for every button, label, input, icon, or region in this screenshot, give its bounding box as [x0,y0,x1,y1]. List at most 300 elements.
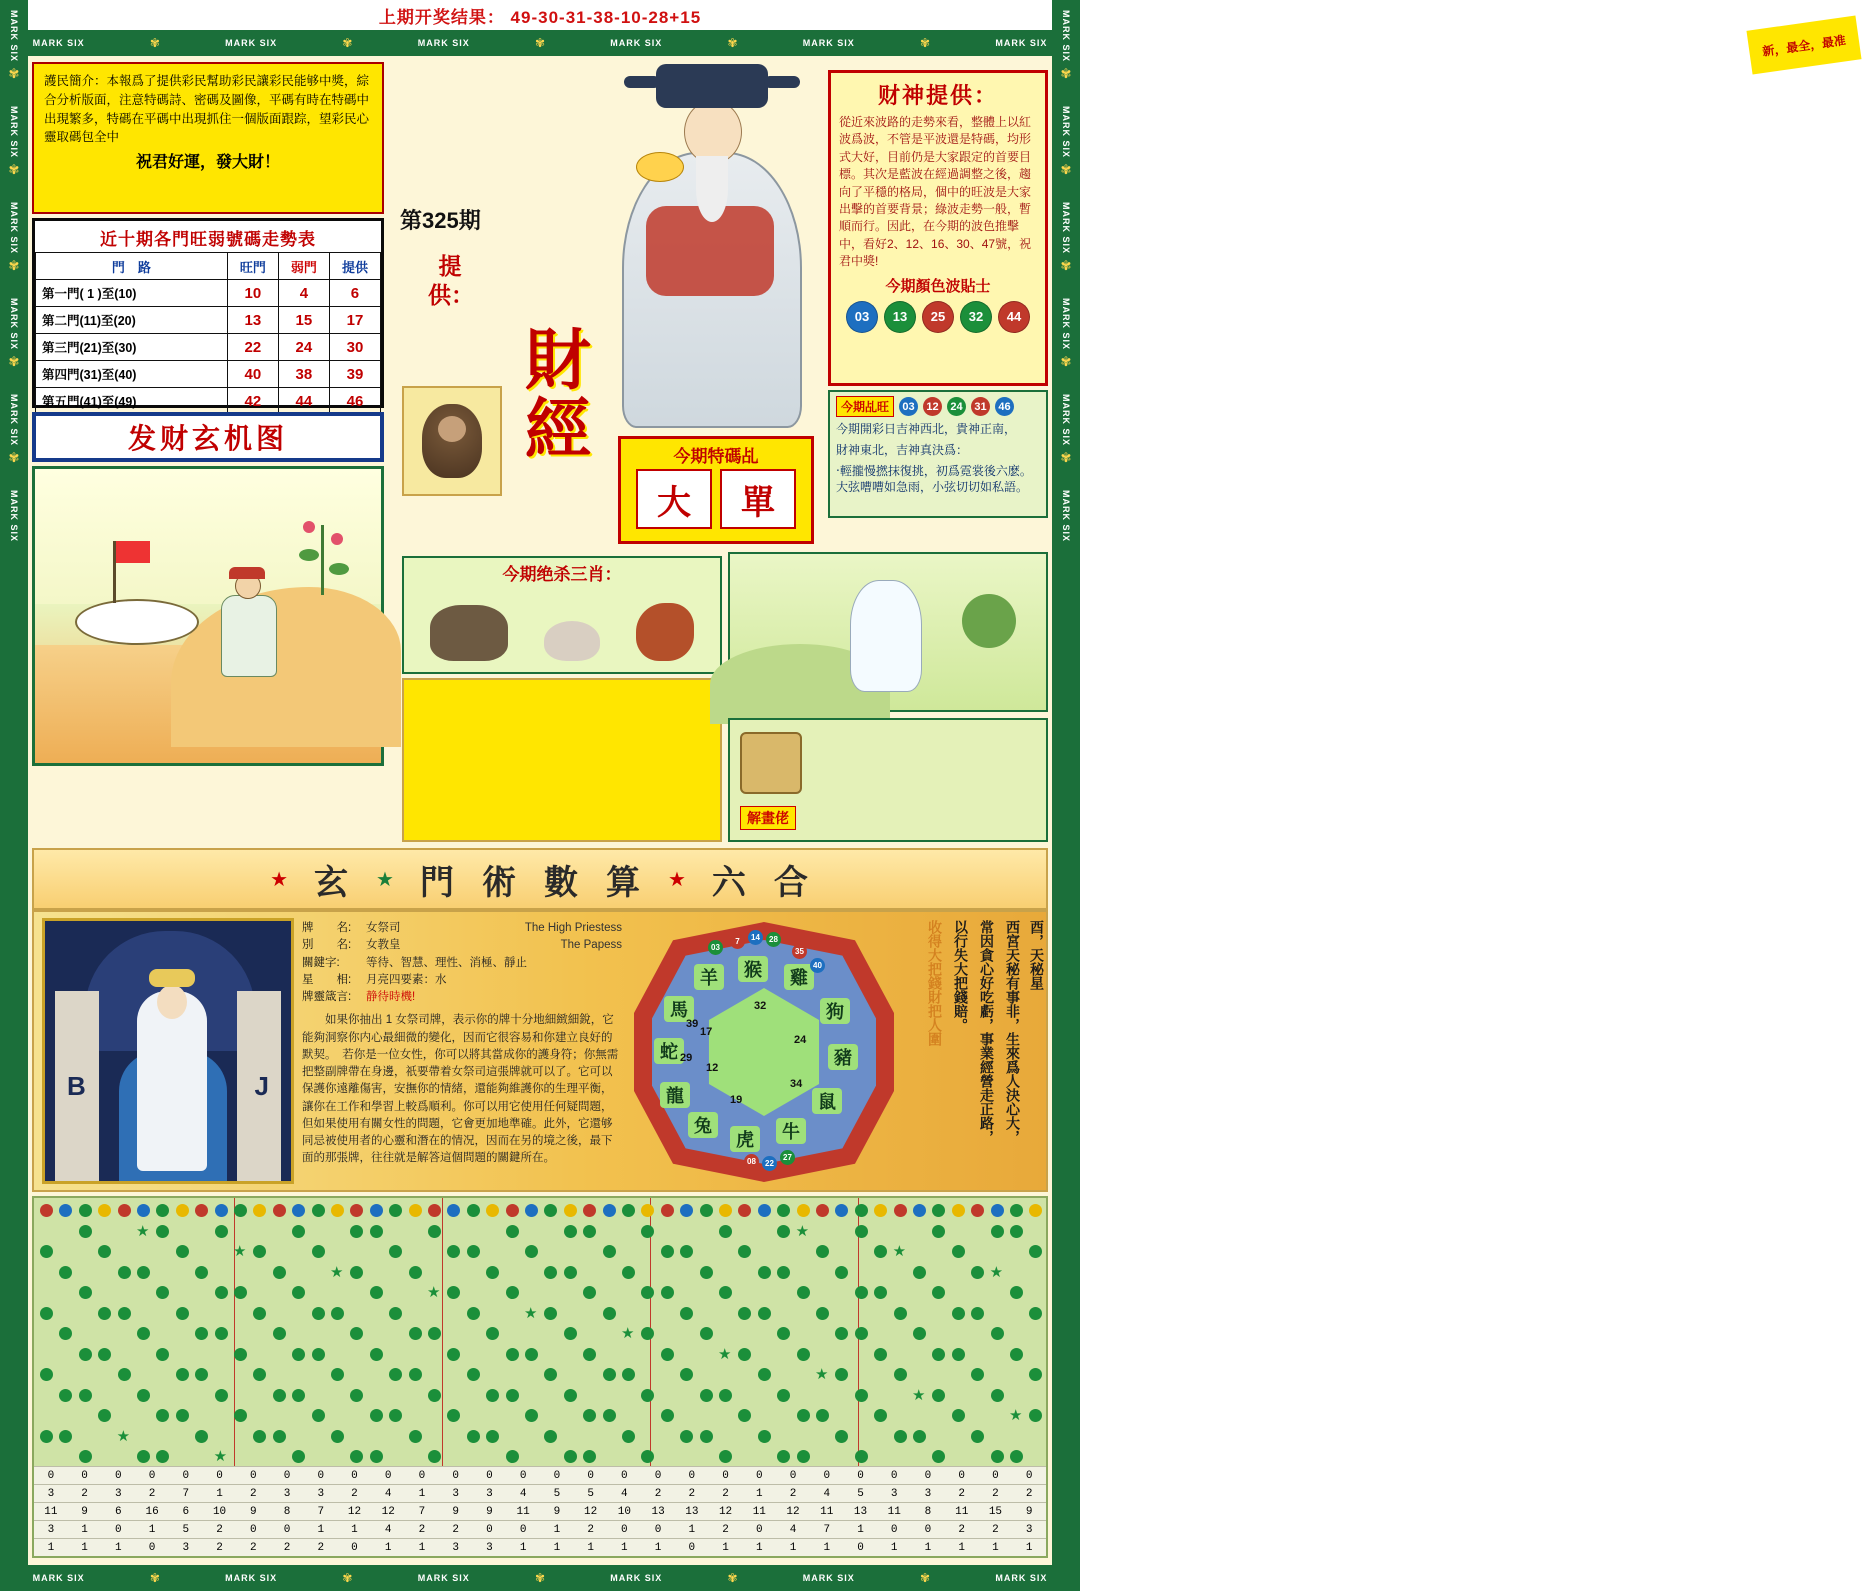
grid-number-cell: 11 [887,1505,901,1518]
trend-table-panel [32,218,384,408]
grid-number-cell: 0 [924,1469,932,1482]
star-icon: ★ [376,868,394,891]
grid-dot [835,1327,848,1340]
cell-tigong: 30 [329,334,380,361]
grid-dot [389,1409,402,1422]
grid-dot [816,1245,829,1258]
grid-dot [835,1368,848,1381]
grid-dot [389,1307,402,1320]
flower-icon: ✾ [149,36,160,50]
grid-dot [777,1389,790,1402]
grid-number-cell: 0 [755,1523,763,1536]
cell-tigong: 17 [329,307,380,334]
wheel-ball: 08 [744,1154,759,1169]
grid-dot [855,1286,868,1299]
grid-dot [331,1368,344,1381]
grid-dot [952,1245,965,1258]
brand-mark: MARK SIX [610,38,663,48]
grid-number-cell: 7 [418,1505,426,1518]
grid-number-cell: 6 [115,1505,122,1518]
grid-number-cell: 9 [1025,1505,1033,1518]
wheel-ball: 03 [708,940,723,955]
grid-number-cell: 16 [145,1505,159,1518]
grid-dot [583,1204,596,1217]
grid-dot [991,1389,1004,1402]
zodiac-cell: 虎 [730,1126,760,1152]
grid-dot [253,1204,266,1217]
grid-dot [564,1204,577,1217]
grid-dot [758,1368,771,1381]
grid-number-cell: 9 [486,1505,493,1518]
vtext-col-3: 常因貪心好吃虧，事業經營走正路， [979,920,995,1144]
grid-dot [894,1430,907,1443]
wheel-number: 32 [754,1000,767,1012]
xuanmen-char: 六 [711,863,748,902]
grid-number-cell: 10 [212,1505,227,1518]
star-icon: ★ [667,868,686,891]
xuanmen-char: 門 [419,863,456,902]
grid-dot [971,1368,984,1381]
page-title: 上期开奖结果： 49-30-31-38-10-28+15 [0,0,1080,30]
grid-number-cell: 0 [654,1523,662,1536]
grid-dot [40,1204,53,1217]
grid-dot [273,1389,286,1402]
grid-dot [79,1204,92,1217]
grid-star-icon: ★ [1009,1407,1023,1424]
grid-star-icon: ★ [912,1386,926,1404]
grid-dot [603,1245,616,1258]
cell-ruo: 4 [278,280,329,307]
tarot-key: 牌 名: [302,922,352,934]
grid-dot [738,1204,751,1217]
grid-number-cell: 2 [958,1523,965,1536]
grid-dot [156,1450,169,1463]
god-of-wealth-illustration [592,56,828,430]
grid-dot [661,1409,674,1422]
right-brand-rail [1052,0,1080,1591]
pillar-letter-b: B [67,1071,86,1101]
flower-icon: ✾ [920,36,931,50]
grid-dot [79,1389,92,1402]
brand-mark: MARK SIX [1061,10,1071,63]
grid-dot [195,1430,208,1443]
grid-number-cell: 0 [688,1541,696,1554]
grid-dot [641,1450,654,1463]
brand-mark: MARK SIX [32,1573,85,1583]
grid-star-icon: ★ [330,1263,344,1281]
top-brand-bar [0,30,1080,56]
vertical-fortune-text [906,920,1050,1186]
grid-dot [932,1204,945,1217]
tema-title: 今期特碼乩 [673,447,759,466]
zodiac-cell: 雞 [784,964,814,990]
grid-dot [137,1450,150,1463]
grid-number-cell: 13 [853,1505,868,1518]
grid-number-cell: 2 [1025,1487,1033,1500]
flower-icon: ✾ [920,1571,931,1585]
grid-number-cell: 11 [955,1505,969,1518]
brand-mark: MARK SIX [1061,394,1071,447]
grid-dot [525,1204,538,1217]
wheel-number: 19 [730,1094,743,1106]
grid-dot [719,1286,732,1299]
grid-dot [525,1348,538,1361]
grid-number-cell: 0 [216,1469,223,1482]
grid-number-cell: 0 [115,1523,122,1536]
grid-number-cell: 3 [486,1541,493,1554]
vtext-col-4: 以行失大把錢賠。 [953,920,969,1032]
brand-mark: MARK SIX [1061,202,1071,255]
grid-number-cell: 1 [384,1541,392,1554]
cell-wang: 42 [227,388,278,415]
vtext-col-5: 收得大把錢財把人圍 [927,920,943,1046]
grid-dot [486,1430,499,1443]
grid-dot [409,1368,422,1381]
caishen-sub-title: 今期顏色波貼士 [885,277,991,295]
row-label: 第一門( 1 )至(10) [36,280,228,307]
grid-number-cell: 0 [823,1469,831,1482]
grid-dot [564,1266,577,1279]
xuanmen-char: 數 [543,863,580,902]
grid-dot [952,1307,965,1320]
grid-number-cell: 1 [418,1541,426,1554]
grid-dot [486,1327,499,1340]
grid-number-cell: 2 [216,1541,223,1554]
lottery-ball: 12 [923,397,942,416]
caijing-char-1: 財 [525,323,591,397]
grid-dot [700,1204,713,1217]
grid-dot [797,1286,810,1299]
scroll-icon [740,732,802,794]
grid-number-cell: 1 [654,1541,662,1554]
brand-mark: MARK SIX [417,1573,470,1583]
main-illustration [32,466,384,766]
grid-number-cell: 0 [115,1469,122,1482]
grid-number-cell: 0 [924,1523,932,1536]
row-label: 第二門(11)至(20) [36,307,228,334]
grid-dot [758,1307,771,1320]
grid-dot [661,1348,674,1361]
grid-dot [583,1286,596,1299]
grid-number-cell: 2 [418,1523,426,1536]
tarot-card-image [42,918,294,1184]
grid-dot [797,1348,810,1361]
trend-title: 近十期各門旺弱號碼走勢表 [100,230,316,249]
grid-dot [894,1204,907,1217]
grid-number-cell: 0 [47,1469,55,1482]
grid-dot [971,1430,984,1443]
tarot-description [302,920,622,1186]
flower-icon: ✾ [1060,258,1072,274]
grid-dot [874,1348,887,1361]
grid-number-cell: 0 [418,1469,426,1482]
grid-dot [874,1204,887,1217]
tema-cell-1: 大 [636,469,712,529]
grid-dot [98,1204,111,1217]
grid-dot [719,1225,732,1238]
grid-dot [777,1450,790,1463]
vtext-col-1: 酉，天秘星 [1029,920,1045,990]
tarot-value-en: The Papess [560,939,622,952]
cell-tigong: 6 [329,280,380,307]
grid-dot [680,1245,693,1258]
grid-number-row [34,1502,1046,1520]
jiwang-line-1: 今期開彩日吉神西北，貴神正南， [836,422,1017,436]
flower-icon: ✾ [8,450,20,466]
zodiac-cell: 牛 [776,1118,806,1144]
fortune-banner-label: 发财玄机图 [127,423,288,454]
grid-dot [215,1286,228,1299]
grid-dot [176,1204,189,1217]
grid-number-row [34,1466,1046,1484]
grid-number-cell: 15 [988,1505,1003,1518]
flower-icon: ✾ [342,36,353,50]
grid-dot [428,1204,441,1217]
grid-dot [564,1389,577,1402]
grid-dot [874,1245,887,1258]
hill-shape [171,587,401,747]
grid-number-cell: 0 [587,1469,594,1482]
grid-dot [467,1307,480,1320]
grid-dot [544,1307,557,1320]
grid-number-cell: 2 [452,1523,459,1536]
grid-star-icon: ★ [621,1325,635,1342]
flower-icon: ✾ [534,1571,546,1585]
star-icon: ★ [270,868,289,891]
grid-dot [312,1307,325,1320]
grid-number-cell: 3 [890,1487,898,1500]
cell-tigong: 46 [329,388,380,415]
grid-number-cell: 0 [1025,1469,1033,1482]
grid-dot [215,1204,228,1217]
grid-dot [234,1286,247,1299]
flower-icon: ✾ [727,1571,738,1585]
grid-star-icon: ★ [989,1263,1004,1281]
grid-dot [273,1204,286,1217]
grid-dot [719,1450,732,1463]
grid-dot [855,1389,868,1402]
lottery-ball: 44 [998,301,1030,333]
table-row [36,388,381,415]
lottery-ball: 03 [899,397,918,416]
grid-dot [59,1204,72,1217]
grid-dot [544,1430,557,1443]
grid-number-cell: 3 [924,1487,932,1500]
grid-number-cell: 0 [553,1469,561,1482]
grid-dot [409,1327,422,1340]
intro-box [32,62,384,214]
grid-dot [195,1204,208,1217]
grid-number-cell: 13 [651,1505,665,1518]
grid-dot [1029,1204,1042,1217]
wheel-number: 24 [794,1034,807,1046]
tarot-body-text: 如果你抽出 1 女祭司牌，表示你的牌十分地細緻細銳，它能夠洞察你内心最細微的變化，因而它很容易和你建立良好的默契。 若你是一位女性，你可以將其當成你的護身符；你無需把整副牌帶在身邊，祇要帶着女祭司這張牌就可以了。它可以保護你遠離傷害，安撫你的情緒，還能夠維護你的生理平衡，讓你在工作和學習上較爲順利。你可以用它使用任何疑問題，但如果使用有關女性的問題，它會更加地準確。此外，它還够同忌被使用者的心靈和潛在的情况，因而在另的境之後，最下面的那張牌，往往就是解答這個問題的關鍵所在。 [302,1014,619,1165]
grid-number-cell: 1 [992,1541,999,1554]
newest-badge: 新，最全，最准 [1746,16,1861,75]
grid-dot [409,1430,422,1443]
grid-number-cell: 1 [47,1541,55,1554]
grid-number-cell: 4 [621,1487,628,1500]
grid-dot [855,1327,868,1340]
grid-dot [447,1286,460,1299]
grid-number-cell: 1 [148,1523,156,1536]
grid-dot [409,1204,422,1217]
grid-number-cell: 2 [688,1487,696,1500]
grid-number-cell: 0 [351,1541,358,1554]
tarot-key: 星 相: [302,973,352,986]
grid-dot [486,1204,499,1217]
grid-number-cell: 1 [890,1541,898,1554]
grid-dot [118,1307,131,1320]
zodiac-wheel [634,922,894,1182]
grid-number-cell: 2 [722,1487,729,1500]
grid-dot [913,1327,926,1340]
tarot-value: 静待時機! [366,991,416,1003]
grid-dot [98,1245,111,1258]
table-header-row [36,253,381,280]
grid-dot [777,1204,790,1217]
grid-number-cell: 11 [820,1505,834,1518]
grid-dot [641,1286,654,1299]
bottom-brand-bar [0,1565,1080,1591]
grid-dot [991,1204,1004,1217]
grid-dot [932,1389,945,1402]
grid-dot [467,1204,480,1217]
grid-number-cell: 2 [992,1487,999,1500]
grid-dot [137,1266,150,1279]
grid-dot [603,1368,616,1381]
grid-dot [777,1266,790,1279]
grid-number-cell: 12 [786,1505,800,1518]
grid-dot [506,1389,519,1402]
grid-dot [428,1450,441,1463]
grid-number-cell: 4 [384,1523,392,1536]
xuanmen-char: 合 [773,863,810,902]
intro-wish: 祝君好運，發大財！ [135,154,280,171]
grid-star-icon: ★ [233,1243,247,1260]
grid-number-cell: 1 [1025,1541,1033,1554]
brand-mark: MARK SIX [225,1573,278,1583]
row-label: 第四門(31)至(40) [36,361,228,388]
grid-dot [913,1266,926,1279]
grid-dot [894,1368,907,1381]
zodiac-cell: 鼠 [812,1088,842,1114]
grid-dot [680,1430,693,1443]
tema-panel [618,436,814,544]
grid-number-cell: 0 [857,1541,864,1554]
grid-dot [428,1327,441,1340]
grid-number-cell: 1 [587,1541,594,1554]
col-door: 門 路 [36,253,228,280]
grid-number-cell: 0 [857,1469,864,1482]
grid-dot [59,1266,72,1279]
flag-icon [116,541,150,563]
zodiac-cell: 馬 [664,996,694,1022]
grid-number-cell: 9 [249,1505,257,1518]
grid-dot [447,1204,460,1217]
wheel-ball: 22 [762,1156,777,1171]
grid-dot [292,1204,305,1217]
grid-dot [215,1389,228,1402]
grid-number-cell: 0 [890,1523,898,1536]
grid-number-cell: 2 [317,1541,325,1554]
brand-mark: MARK SIX [802,1573,855,1583]
grid-dot [273,1327,286,1340]
tarot-value: 等待、智慧、理性、消極、靜止 [366,956,527,969]
lottery-ball: 24 [947,397,966,416]
grid-dot [738,1348,751,1361]
grid-number-cell: 0 [688,1469,696,1482]
grid-number-cell: 7 [182,1487,190,1500]
grid-number-cell: 5 [182,1523,190,1536]
grid-number-cell: 1 [216,1487,223,1500]
grid-dot [894,1307,907,1320]
flower-icon: ✾ [8,66,20,82]
grid-number-cell: 0 [755,1469,763,1482]
grid-dot [700,1266,713,1279]
grid-number-cell: 0 [452,1469,459,1482]
tarot-value: 月亮四要素：水 [366,973,447,986]
brand-mark: MARK SIX [9,490,19,543]
grid-dot [118,1204,131,1217]
grid-dot [971,1307,984,1320]
row-label: 第五門(41)至(49) [36,388,228,415]
jiehua-label: 解畫佬 [740,806,796,830]
grid-number-cell: 3 [47,1487,55,1500]
grid-number-cell: 0 [789,1469,797,1482]
grid-number-cell: 0 [317,1469,325,1482]
grid-number-cell: 0 [486,1469,493,1482]
grid-star-icon: ★ [116,1427,131,1445]
jiehua-panel [728,718,1048,842]
grid-dot [680,1307,693,1320]
grid-number-cell: 2 [351,1487,358,1500]
mound-shape [75,599,199,645]
grid-dot [835,1266,848,1279]
grid-dot [1010,1348,1023,1361]
grid-dot [738,1409,751,1422]
grid-dot [991,1225,1004,1238]
grid-number-cell: 3 [47,1523,55,1536]
grid-number-cell: 2 [148,1487,156,1500]
grid-number-cell: 1 [722,1541,729,1554]
grid-dot [855,1450,868,1463]
grid-dot [176,1307,189,1320]
grid-dot [971,1204,984,1217]
grid-dot [137,1204,150,1217]
grid-dot [835,1430,848,1443]
grid-number-cell: 1 [924,1541,932,1554]
xuanmen-char: 玄 [314,863,351,902]
grid-dot [622,1204,635,1217]
grid-dot [758,1430,771,1443]
grid-dot [797,1204,810,1217]
grid-number-cell: 11 [752,1505,766,1518]
grid-number-cell: 12 [584,1505,598,1518]
col-wang: 旺門 [227,253,278,280]
grid-number-cell: 0 [992,1469,999,1482]
rabbit-icon [544,621,600,661]
grid-dot [292,1450,305,1463]
grid-dot [350,1327,363,1340]
grid-dot [215,1225,228,1238]
grid-number-cell: 1 [553,1523,561,1536]
grid-dot [991,1327,1004,1340]
tarot-value: 女祭司 [366,922,401,934]
grid-number-cell: 0 [722,1469,729,1482]
grid-dot [506,1225,519,1238]
grid-number-cell: 2 [587,1523,594,1536]
